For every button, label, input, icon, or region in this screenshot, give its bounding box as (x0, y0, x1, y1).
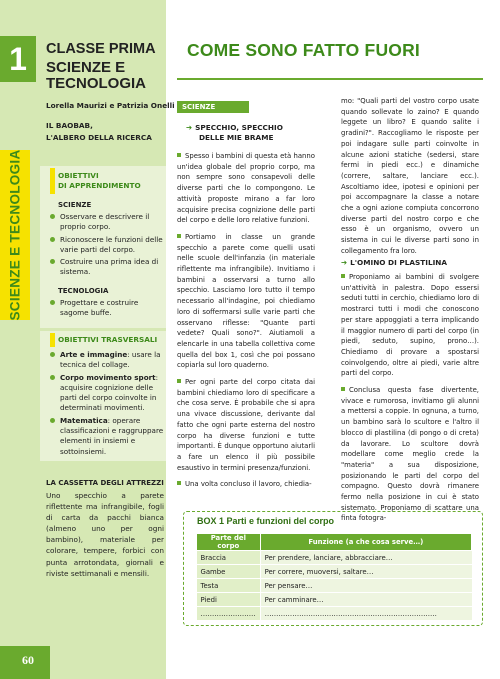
column-header: Funzione (a che cosa serve…) (260, 534, 471, 551)
vertical-subject-label: SCIENZE E TECNOLOGIA (7, 149, 23, 321)
class-subject-line1: SCIENZE E (46, 59, 126, 76)
text-column-2 (341, 96, 479, 263)
text-column-2b (341, 272, 479, 530)
paragraph: Spesso i bambini di questa età hanno un'idea globale del proprio corpo, ma non sempre sono consapevoli delle diverse parti che lo compongono. Le attività proposte mirano a far loro acquisire precisa cognizione delle parti del corpo e delle loro relative funzioni. (177, 152, 315, 225)
subsection-title-mirror: ➔ SPECCHIO, SPECCHIO DELLE MIE BRAME (186, 123, 283, 142)
toolbox-title: LA CASSETTA DEGLI ATTREZZI (46, 479, 164, 487)
transversal-heading-bar (50, 333, 55, 347)
body-parts-table (196, 533, 472, 621)
objectives-heading-bar (50, 168, 55, 194)
transversal-objectives-list (50, 350, 164, 459)
list-item: Osservare e descrivere il proprio corpo. (50, 212, 164, 233)
square-bullet-icon (177, 481, 181, 485)
learning-objectives-heading (58, 171, 141, 191)
arrow-right-icon: ➔ (186, 123, 193, 132)
box-title: BOX 1 Parti e funzioni del corpo (197, 516, 335, 526)
square-bullet-icon (177, 379, 181, 383)
arrow-right-icon: ➔ (341, 258, 348, 267)
science-objectives-list (50, 212, 164, 280)
bullet-icon (50, 214, 55, 219)
book-title-line1: IL BAOBAB, (46, 121, 93, 130)
text-column-1 (177, 151, 315, 496)
table-row: Gambe Per correre, muoversi, saltare… (197, 565, 472, 579)
list-item: Arte e immagine: usare la tecnica del collage. (50, 350, 164, 371)
bullet-icon (50, 375, 55, 380)
page-number: 60 (0, 646, 50, 679)
column-header: Parte del corpo (197, 534, 261, 551)
square-bullet-icon (341, 274, 345, 278)
table-header-row (197, 534, 472, 551)
list-item: Costruire una prima idea di sistema. (50, 257, 164, 278)
bullet-icon (50, 418, 55, 423)
title-divider (177, 78, 483, 80)
list-item: Corpo movimento sport: acquisire cognizione delle parti del corpo coinvolte in determinati movimenti. (50, 373, 164, 414)
chapter-number: 1 (0, 36, 36, 82)
paragraph: Portiamo in classe un grande specchio a parete come quelli usati nelle scuole dell'infanzia (in materiale riflettente ma infrangibile). Invitiamo i bambini a osservarsi a turno allo specchio. Lasciamo loro tutto il tempo necessario all'indagine, poi chiediamo loro di soffermarsi sulle varie parti che osservano riflesse: "Quante parti vedete? Quali sono?". Aiutiamoli a elencarle in una tabella collettiva come quella del box 1, così che poi possano copiarla sul loro quaderno. (177, 232, 315, 370)
class-subject (46, 60, 164, 92)
objectives-heading-line1: OBIETTIVI (58, 171, 99, 180)
section-label: SCIENZE (177, 101, 249, 113)
paragraph: Una volta concluso il lavoro, chiedia- (177, 479, 315, 490)
bullet-icon (50, 352, 55, 357)
authors: Lorella Maurizi e Patrizia Onelli (46, 101, 175, 110)
square-bullet-icon (177, 153, 181, 157)
bullet-icon (50, 259, 55, 264)
technology-label: TECNOLOGIA (58, 287, 109, 295)
paragraph: mo: "Quali parti del vostro corpo usate quando sollevate lo zaino? E quando leggete un libro? E quando salite i gradini?". Raccogliamo le risposte per poi indagare sulle parti coinvolte in alcune azioni statiche (sedersi, stare fermi in piedi ecc.) e dinamiche (correre, saltare, lanciare ecc.). Ascoltiamo idee, ipotesi e opinioni per poi accompagnare la classe a notare che a ogni azione compiuta concorrono diverse parti del nostro corpo e che esso è un organismo, ovvero un sistema in cui le diverse parti sono in collegamento fra loro. (341, 97, 479, 255)
toolbox-text: Uno specchio a parete riflettente ma infrangibile, fogli di carta da pacchi bianca (almeno uno per ogni bambino), materiale per colorare, tempere, forbici con punta arrotondata, giornali e riviste settimanali e mensili. (46, 491, 164, 578)
bullet-icon (50, 237, 55, 242)
table-row: Piedi Per camminare… (197, 593, 472, 607)
bullet-icon (50, 300, 55, 305)
vertical-subject-tab (0, 150, 30, 320)
technology-objectives-list (50, 298, 164, 321)
subsection-title-plasticine: ➔ L'OMINO DI PLASTILINA (341, 258, 448, 267)
book-title-line2: L'ALBERO DELLA RICERCA (46, 133, 152, 142)
paragraph: Conclusa questa fase divertente, vivace e rumorosa, invitiamo gli alunni a mettersi a coppie. In ognuna, a turno, un bambino sarà lo scultore e l'altro il blocco di plastilina (di pongo o di creta) da lavorare. Lo scultore dovrà modellare come meglio crede la "materia" a sua disposizione, posizionando le parti del corpo del compagno. Questo dovrà rimanere fermo nella posizione in cui è stato sistemato. Proponiamo di scattare una finta fotogra- (341, 386, 479, 523)
class-subject-line2: TECNOLOGIA (46, 75, 146, 92)
transversal-objectives-heading: OBIETTIVI TRASVERSALI (58, 335, 158, 344)
list-item: Riconoscere le funzioni delle varie parti del corpo. (50, 235, 164, 256)
table-row: Braccia Per prendere, lanciare, abbracciare… (197, 551, 472, 565)
class-title: CLASSE PRIMA (46, 41, 156, 57)
objectives-heading-line2: DI APPRENDIMENTO (58, 181, 141, 190)
table-row: Testa Per pensare… (197, 579, 472, 593)
list-item: Progettare e costruire sagome buffe. (50, 298, 164, 319)
table-row: …………………… ………………………………………………………………… (197, 607, 472, 621)
page-title: COME SONO FATTO FUORI (187, 40, 420, 60)
square-bullet-icon (341, 387, 345, 391)
science-label: SCIENZE (58, 201, 92, 209)
list-item: Matematica: operare classificazioni e raggruppare elementi in insiemi e sottoinsiemi. (50, 416, 164, 457)
square-bullet-icon (177, 234, 181, 238)
paragraph: Proponiamo ai bambini di svolgere un'attività in palestra. Dopo essersi seduti tutti in cerchio, chiediamo loro di mostrarci tutti i modi che conoscono per stare appoggiati a terra implicando il maggior numero di parti del corpo (in piedi, seduto, supino, prono…). Chiediamo di provare a spostarsi coinvolgendo, oltre ai piedi, varie altre parti del corpo. (341, 273, 479, 378)
paragraph: Per ogni parte del corpo citata dai bambini chiediamo loro di specificare a che cosa serve. È probabile che si apra una vivace discussione, derivante dal fatto che ogni parte esterna del nostro corpo ha diverse funzioni e tutte importanti. È dunque opportuno aiutarli a fare un elenco il più possibile esaustivo in termini presenza/funzioni. (177, 378, 315, 472)
